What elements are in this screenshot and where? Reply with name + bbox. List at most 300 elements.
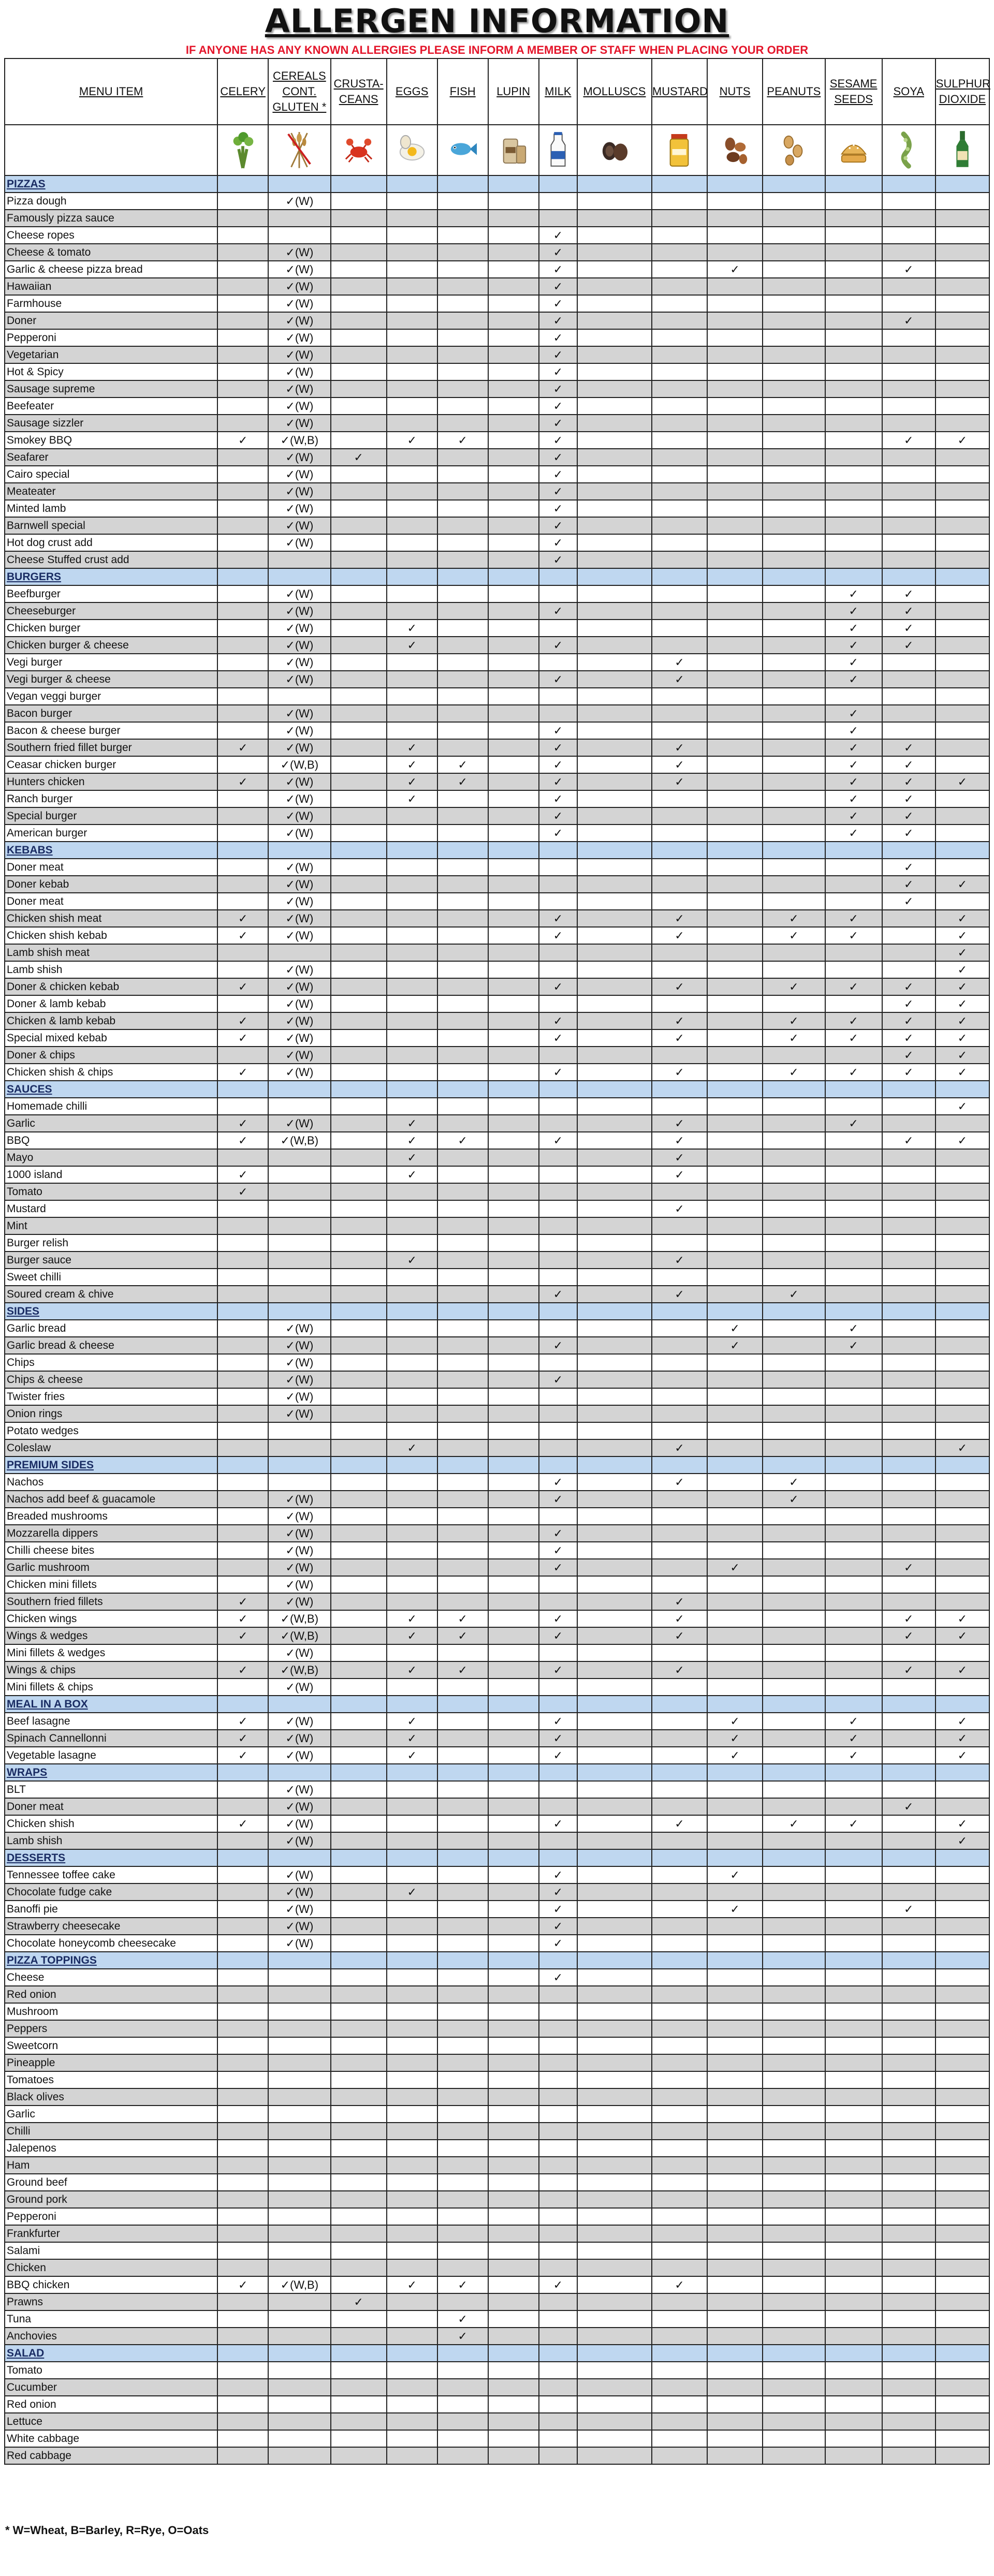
table-row [5,551,989,568]
allergen-cell-mustard [652,2430,707,2447]
allergen-cell-molluscs [577,1337,652,1354]
allergen-cell-milk [539,1149,577,1166]
allergen-cell-molluscs [577,1183,652,1200]
allergen-cell-lupin [488,1269,539,1286]
menu-item-name: Onion rings [5,1405,217,1422]
section-blank-cell [387,1764,437,1781]
allergen-cell-nuts [707,380,763,398]
allergen-cell-nuts [707,620,763,637]
allergen-cell-nuts [707,756,763,773]
menu-item-name: Red onion [5,2396,217,2413]
allergen-cell-nuts [707,278,763,295]
allergen-cell-peanuts [763,1422,825,1439]
allergen-cell-lupin [488,1730,539,1747]
allergen-cell-crustaceans [331,1252,387,1269]
table-row [5,2259,989,2276]
section-blank-cell [488,1303,539,1320]
allergen-cell-crustaceans [331,602,387,620]
menu-item-name: Beefeater [5,398,217,415]
allergen-cell-milk: ✓ [539,415,577,432]
allergen-cell-sulphur [935,415,989,432]
allergen-cell-eggs [387,1559,437,1576]
allergen-cell-milk [539,2430,577,2447]
allergen-cell-peanuts [763,722,825,739]
allergen-cell-mustard [652,1508,707,1525]
allergen-cell-fish [437,2123,488,2140]
allergen-cell-molluscs [577,1542,652,1559]
allergen-cell-lupin [488,1610,539,1627]
allergen-cell-milk: ✓ [539,1627,577,1644]
allergen-cell-peanuts: ✓ [763,1029,825,1047]
table-row [5,1200,989,1217]
allergen-cell-milk [539,2396,577,2413]
allergen-cell-sulphur [935,1354,989,1371]
allergen-cell-peanuts [763,1525,825,1542]
allergen-cell-celery [217,278,268,295]
allergen-cell-milk [539,2037,577,2054]
table-row [5,2106,989,2123]
section-blank-cell [652,1764,707,1781]
allergen-cell-sesame [825,295,882,312]
allergen-cell-sesame [825,1371,882,1388]
allergen-cell-fish [437,807,488,825]
allergen-cell-fish [437,363,488,380]
allergen-cell-soya [882,1286,935,1303]
table-row [5,1029,989,1047]
allergen-cell-nuts [707,1252,763,1269]
allergen-cell-crustaceans [331,876,387,893]
allergen-cell-lupin [488,2140,539,2157]
allergen-cell-milk: ✓ [539,244,577,261]
allergen-cell-cereals [268,2396,330,2413]
allergen-cell-mustard [652,551,707,568]
allergen-cell-molluscs [577,1730,652,1747]
allergen-cell-soya [882,1525,935,1542]
allergen-cell-milk: ✓ [539,910,577,927]
allergen-cell-mustard: ✓ [652,1029,707,1047]
allergen-cell-sulphur [935,363,989,380]
allergen-cell-cereals: ✓(W) [268,1747,330,1764]
egg-icon [397,129,427,169]
allergen-cell-peanuts [763,585,825,602]
allergen-cell-milk [539,1679,577,1696]
table-row [5,2174,989,2191]
allergen-cell-nuts [707,1525,763,1542]
allergen-cell-fish [437,1593,488,1610]
allergen-cell-celery [217,534,268,551]
allergen-cell-fish [437,1986,488,2003]
allergen-cell-celery: ✓ [217,1183,268,1200]
column-header-crustaceans: CRUSTA- CEANS [331,58,387,125]
allergen-cell-eggs [387,2362,437,2379]
allergen-cell-fish [437,944,488,961]
menu-item-name: Special mixed kebab [5,1029,217,1047]
allergen-cell-soya [882,1405,935,1422]
allergen-cell-peanuts [763,1115,825,1132]
allergen-cell-fish [437,1320,488,1337]
menu-item-name: Vegetarian [5,346,217,363]
allergen-cell-lupin [488,1627,539,1644]
section-blank-cell [268,842,330,859]
allergen-cell-lupin [488,1405,539,1422]
allergen-cell-molluscs [577,1986,652,2003]
allergen-cell-cereals: ✓(W) [268,1320,330,1337]
allergen-cell-lupin [488,398,539,415]
allergen-cell-mustard [652,2362,707,2379]
menu-item-name: American burger [5,825,217,842]
table-row [5,2191,989,2208]
allergen-cell-lupin [488,466,539,483]
menu-item-name: Ground pork [5,2191,217,2208]
allergen-cell-cereals: ✓(W) [268,1047,330,1064]
section-blank-cell [882,1764,935,1781]
allergen-cell-soya: ✓ [882,1559,935,1576]
allergen-cell-celery [217,876,268,893]
allergen-cell-sulphur: ✓ [935,1730,989,1747]
allergen-cell-nuts [707,2379,763,2396]
allergen-cell-nuts [707,1508,763,1525]
allergen-cell-eggs [387,859,437,876]
allergen-cell-soya [882,2123,935,2140]
allergen-cell-milk [539,1576,577,1593]
allergen-cell-fish [437,1883,488,1901]
allergen-cell-celery [217,2106,268,2123]
allergen-cell-milk: ✓ [539,1610,577,1627]
section-blank-cell [437,842,488,859]
allergen-cell-cereals: ✓(W) [268,500,330,517]
allergen-cell-sesame [825,193,882,210]
allergen-cell-cereals [268,2003,330,2020]
allergen-cell-sulphur: ✓ [935,1661,989,1679]
allergen-cell-milk [539,654,577,671]
allergen-cell-lupin [488,671,539,688]
allergen-cell-molluscs [577,1029,652,1047]
menu-item-name: Nachos [5,1474,217,1491]
allergen-cell-celery [217,1422,268,1439]
allergen-cell-fish [437,398,488,415]
allergen-cell-peanuts: ✓ [763,1815,825,1832]
allergen-cell-nuts [707,210,763,227]
allergen-cell-eggs: ✓ [387,1252,437,1269]
allergen-cell-molluscs [577,2328,652,2345]
allergen-cell-milk [539,620,577,637]
menu-item-name: Doner meat [5,1798,217,1815]
allergen-cell-sesame [825,2106,882,2123]
allergen-cell-milk [539,2157,577,2174]
section-blank-cell [763,568,825,585]
allergen-cell-sulphur: ✓ [935,978,989,995]
allergen-cell-fish [437,1730,488,1747]
table-row [5,1252,989,1269]
allergen-cell-soya [882,2379,935,2396]
table-row [5,2225,989,2242]
allergen-cell-molluscs [577,1901,652,1918]
menu-item-name: Cheese [5,1969,217,1986]
allergen-cell-sulphur [935,534,989,551]
allergen-table [4,58,990,2465]
allergen-cell-molluscs [577,210,652,227]
allergen-cell-mustard [652,1405,707,1422]
allergen-cell-lupin [488,278,539,295]
allergen-cell-cereals [268,2242,330,2259]
table-row [5,2003,989,2020]
allergen-cell-molluscs [577,790,652,807]
allergen-cell-milk: ✓ [539,1542,577,1559]
allergen-cell-sesame [825,1593,882,1610]
allergen-cell-crustaceans [331,2276,387,2293]
allergen-cell-fish [437,1405,488,1422]
allergen-cell-lupin [488,1798,539,1815]
allergen-cell-sesame: ✓ [825,1029,882,1047]
allergen-cell-sesame [825,2379,882,2396]
allergen-cell-milk: ✓ [539,329,577,346]
allergen-cell-peanuts [763,380,825,398]
allergen-cell-soya: ✓ [882,432,935,449]
allergen-cell-molluscs [577,1781,652,1798]
allergen-cell-eggs [387,2310,437,2328]
allergen-cell-eggs [387,2447,437,2464]
allergen-cell-sesame [825,859,882,876]
allergen-cell-sulphur: ✓ [935,876,989,893]
allergen-cell-crustaceans [331,1747,387,1764]
allergen-cell-peanuts [763,534,825,551]
allergen-cell-molluscs [577,1269,652,1286]
allergen-cell-soya [882,2310,935,2328]
table-row [5,1883,989,1901]
allergen-cell-milk [539,859,577,876]
allergen-cell-nuts [707,1098,763,1115]
allergen-cell-lupin [488,2071,539,2088]
allergen-cell-molluscs [577,1064,652,1081]
section-blank-cell [825,1764,882,1781]
allergen-cell-peanuts [763,825,825,842]
section-blank-cell [437,1764,488,1781]
allergen-cell-peanuts [763,193,825,210]
allergen-cell-celery [217,1883,268,1901]
allergen-cell-molluscs [577,2396,652,2413]
allergen-cell-molluscs [577,2054,652,2071]
allergen-cell-peanuts [763,2276,825,2293]
allergen-cell-milk: ✓ [539,1918,577,1935]
allergen-cell-nuts: ✓ [707,1320,763,1337]
allergen-cell-fish [437,2430,488,2447]
allergen-cell-mustard [652,859,707,876]
allergen-cell-milk [539,1166,577,1183]
allergen-cell-molluscs [577,1679,652,1696]
menu-item-name: Southern fried fillets [5,1593,217,1610]
allergen-cell-sulphur [935,398,989,415]
table-row [5,1747,989,1764]
allergen-cell-mustard [652,2191,707,2208]
allergen-cell-crustaceans [331,1525,387,1542]
allergen-cell-celery [217,1354,268,1371]
allergen-cell-sulphur: ✓ [935,1610,989,1627]
table-row [5,1798,989,1815]
allergen-cell-sulphur [935,2208,989,2225]
allergen-cell-celery [217,1832,268,1849]
allergen-cell-lupin [488,312,539,329]
allergen-cell-cereals [268,2071,330,2088]
allergen-cell-crustaceans [331,1935,387,1952]
allergen-cell-sulphur [935,1559,989,1576]
allergen-cell-sesame [825,944,882,961]
allergen-cell-sulphur: ✓ [935,1012,989,1029]
allergen-cell-celery [217,1901,268,1918]
allergen-cell-peanuts [763,227,825,244]
allergen-cell-molluscs [577,500,652,517]
allergen-cell-sulphur [935,2174,989,2191]
table-row [5,1354,989,1371]
table-row [5,1559,989,1576]
allergen-cell-molluscs [577,944,652,961]
allergen-cell-milk: ✓ [539,534,577,551]
allergen-cell-celery [217,1644,268,1661]
allergen-cell-soya [882,363,935,380]
allergen-cell-sesame [825,2447,882,2464]
menu-item-name: Strawberry cheesecake [5,1918,217,1935]
allergen-cell-celery [217,2293,268,2310]
allergen-cell-cereals: ✓(W) [268,1371,330,1388]
allergen-cell-molluscs [577,1747,652,1764]
allergen-cell-eggs [387,654,437,671]
allergen-cell-peanuts [763,1576,825,1593]
allergen-cell-fish [437,278,488,295]
allergen-cell-nuts [707,2430,763,2447]
menu-item-name: Burger sauce [5,1252,217,1269]
allergen-cell-crustaceans [331,2020,387,2037]
allergen-cell-nuts [707,825,763,842]
allergen-cell-fish [437,2396,488,2413]
allergen-cell-celery [217,398,268,415]
allergen-cell-sulphur [935,1935,989,1952]
allergen-cell-celery [217,2208,268,2225]
allergen-cell-soya [882,415,935,432]
allergen-cell-molluscs [577,1252,652,1269]
allergen-cell-milk: ✓ [539,1730,577,1747]
section-blank-cell [539,2345,577,2362]
section-blank-cell [539,1764,577,1781]
allergen-cell-celery [217,1542,268,1559]
allergen-cell-cereals [268,2379,330,2396]
allergen-cell-cereals [268,210,330,227]
allergen-cell-eggs [387,483,437,500]
table-row [5,2328,989,2345]
allergen-cell-soya [882,1200,935,1217]
section-blank-cell [268,1456,330,1474]
section-blank-cell [707,1456,763,1474]
allergen-cell-eggs: ✓ [387,790,437,807]
section-blank-cell [577,1303,652,1320]
allergen-cell-crustaceans [331,2430,387,2447]
allergen-cell-sesame [825,1439,882,1456]
table-row [5,1115,989,1132]
menu-item-name: Banoffi pie [5,1901,217,1918]
allergen-cell-crustaceans [331,2208,387,2225]
allergen-cell-lupin [488,227,539,244]
allergen-cell-sulphur [935,2106,989,2123]
allergen-cell-lupin [488,1474,539,1491]
header-row [5,58,989,125]
section-blank-cell [331,1849,387,1866]
allergen-cell-cereals: ✓(W) [268,722,330,739]
allergen-cell-peanuts [763,944,825,961]
allergen-cell-cereals: ✓(W) [268,1815,330,1832]
allergen-cell-mustard: ✓ [652,2276,707,2293]
allergen-cell-nuts: ✓ [707,1901,763,1918]
allergen-cell-sesame [825,1047,882,1064]
allergen-cell-nuts [707,1610,763,1627]
allergen-cell-mustard [652,2259,707,2276]
allergen-cell-sesame [825,961,882,978]
menu-item-name: Garlic bread & cheese [5,1337,217,1354]
allergen-cell-sulphur [935,2020,989,2037]
column-header-sulphur: SULPHUR DIOXIDE [935,58,989,125]
allergen-cell-fish: ✓ [437,1132,488,1149]
allergen-cell-sulphur [935,517,989,534]
allergen-cell-mustard [652,2310,707,2328]
allergen-cell-molluscs [577,2413,652,2430]
menu-item-name: Famously pizza sauce [5,210,217,227]
allergen-cell-fish: ✓ [437,1610,488,1627]
table-row [5,2071,989,2088]
allergen-cell-crustaceans [331,261,387,278]
allergen-cell-cereals [268,944,330,961]
allergen-cell-milk [539,193,577,210]
section-blank-cell [539,1303,577,1320]
table-row [5,244,989,261]
menu-item-name: Jalepenos [5,2140,217,2157]
section-blank-cell [539,1952,577,1969]
allergen-cell-sesame [825,1508,882,1525]
allergen-cell-sulphur [935,2310,989,2328]
allergen-cell-fish [437,2413,488,2430]
allergen-cell-soya [882,1320,935,1337]
allergen-cell-sesame: ✓ [825,671,882,688]
allergen-cell-soya: ✓ [882,261,935,278]
allergen-cell-mustard [652,602,707,620]
allergen-cell-peanuts [763,449,825,466]
allergen-cell-soya [882,449,935,466]
allergen-cell-milk [539,1354,577,1371]
allergen-cell-sulphur: ✓ [935,1439,989,1456]
allergen-cell-lupin [488,244,539,261]
allergen-cell-soya [882,671,935,688]
allergen-cell-fish [437,1866,488,1883]
allergen-cell-soya [882,2447,935,2464]
allergen-cell-eggs [387,688,437,705]
allergen-cell-crustaceans: ✓ [331,2293,387,2310]
allergen-cell-eggs [387,1234,437,1252]
allergen-cell-crustaceans [331,1115,387,1132]
allergen-cell-sulphur [935,2430,989,2447]
allergen-cell-celery: ✓ [217,2276,268,2293]
allergen-cell-soya [882,210,935,227]
allergen-cell-sulphur [935,1166,989,1183]
allergen-cell-fish [437,2379,488,2396]
allergen-cell-molluscs [577,1508,652,1525]
allergen-cell-celery [217,2191,268,2208]
allergen-cell-eggs [387,995,437,1012]
table-row [5,2447,989,2464]
section-blank-cell [268,1303,330,1320]
allergen-cell-mustard: ✓ [652,773,707,790]
section-blank-cell [488,1849,539,1866]
allergen-cell-soya [882,1883,935,1901]
allergen-cell-fish [437,227,488,244]
allergen-cell-sesame [825,2174,882,2191]
allergen-cell-soya [882,2157,935,2174]
allergen-cell-molluscs [577,1525,652,1542]
